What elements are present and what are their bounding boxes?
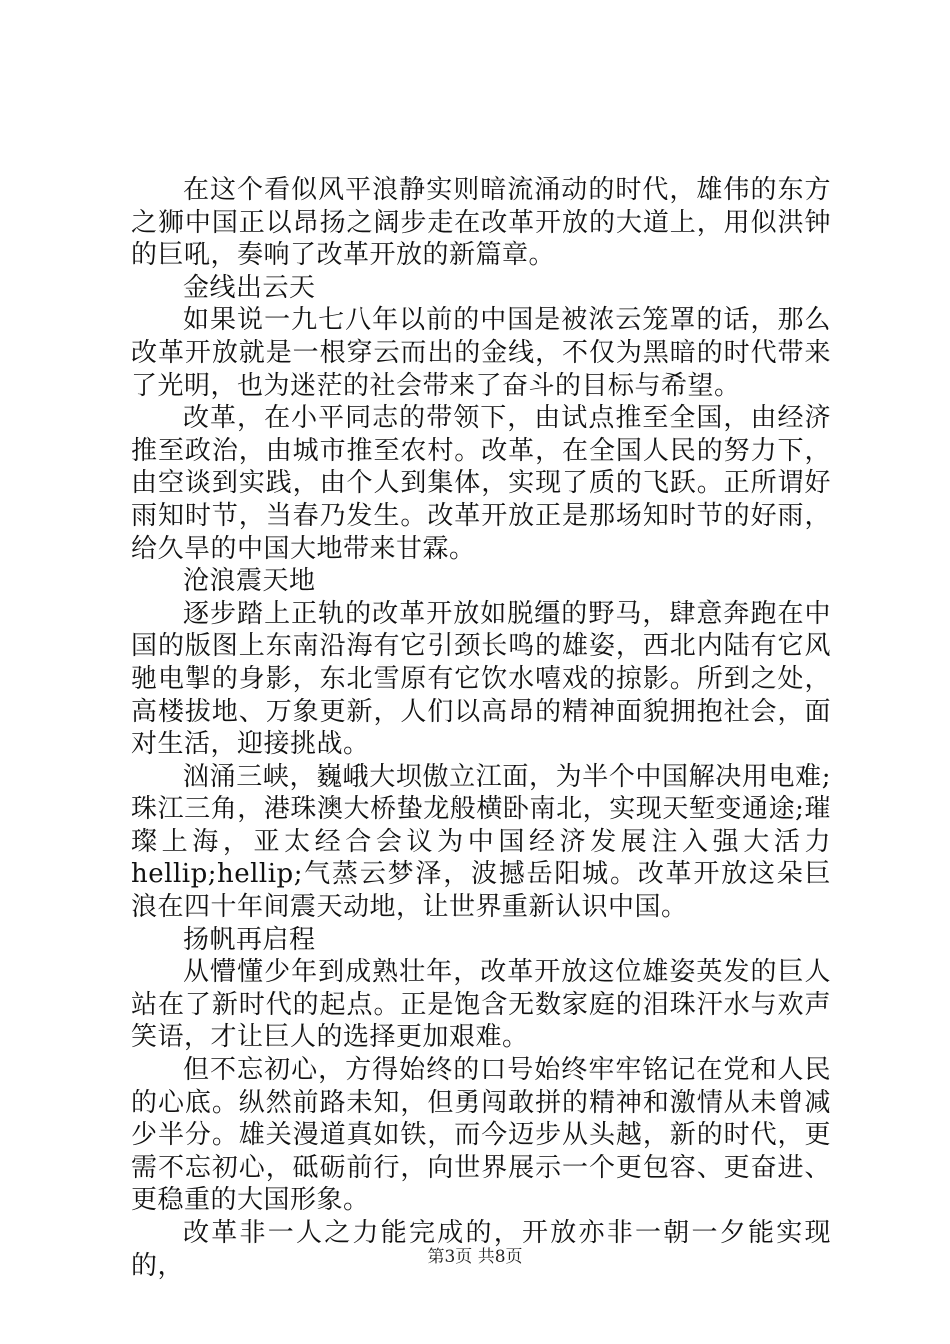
- body-paragraph: 汹涌三峡，巍峨大坝傲立江面，为半个中国解决用电难;珠江三角，港珠澳大桥蛰龙般横卧南北，实现天堑变通途;璀璨上海，亚太经合会议为中国经济发展注入强大活力hellip;hellip;气蒸云梦泽，波撼岳阳城。改革开放这朵巨浪在四十年间震天动地，让世界重新认识中国。: [131, 761, 831, 923]
- body-paragraph: 逐步踏上正轨的改革开放如脱缰的野马，肆意奔跑在中国的版图上东南沿海有它引颈长鸣的雄姿，西北内陆有它风驰电掣的身影，东北雪原有它饮水嘻戏的掠影。所到之处，高楼拔地、万象更新，人们以高昂的精神面貌拥抱社会，面对生活，迎接挑战。: [131, 598, 831, 760]
- body-paragraph: 从懵懂少年到成熟壮年，改革开放这位雄姿英发的巨人站在了新时代的起点。正是饱含无数家庭的泪珠汗水与欢声笑语，才让巨人的选择更加艰难。: [131, 957, 831, 1053]
- body-paragraph: 改革非一人之力能完成的，开放亦非一朝一夕能实现的，: [131, 1218, 831, 1281]
- page-number-footer: 第3页 共8页: [427, 1247, 523, 1267]
- document-body: [131, 174, 831, 1282]
- section-heading: 扬帆再启程: [183, 924, 316, 955]
- body-paragraph: 如果说一九七八年以前的中国是被浓云笼罩的话，那么改革开放就是一根穿云而出的金线，不仅为黑暗的时代带来了光明，也为迷茫的社会带来了奋斗的目标与希望。: [131, 305, 831, 401]
- body-paragraph: 改革，在小平同志的带领下，由试点推至全国，由经济推至政治，由城市推至农村。改革，在全国人民的努力下，由空谈到实践，由个人到集体，实现了质的飞跃。正所谓好雨知时节，当春乃发生。改革开放正是那场知时节的好雨，给久旱的中国大地带来甘霖。: [131, 403, 831, 564]
- body-paragraph: 在这个看似风平浪静实则暗流涌动的时代，雄伟的东方之狮中国正以昂扬之阔步走在改革开放的大道上，用似洪钟的巨吼，奏响了改革开放的新篇章。: [131, 175, 831, 271]
- section-heading: 金线出云天: [183, 272, 316, 303]
- body-paragraph: 但不忘初心，方得始终的口号始终牢牢铭记在党和人民的心底。纵然前路未知，但勇闯敢拼的精神和激情从未曾减少半分。雄关漫道真如铁，而今迈步从头越，新的时代，更需不忘初心，砥砺前行，向世界展示一个更包容、更奋进、更稳重的大国形象。: [131, 1055, 831, 1216]
- section-heading: 沧浪震天地: [183, 566, 316, 597]
